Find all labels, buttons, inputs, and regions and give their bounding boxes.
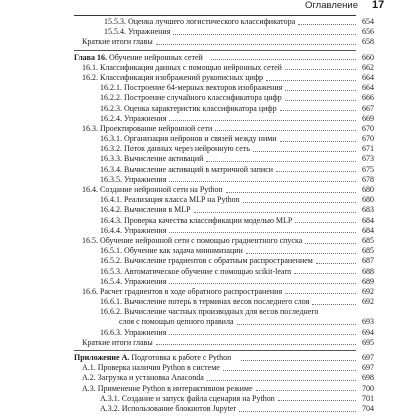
toc-entry-label: 16.3.4. Вычисление активаций в матричной записи — [100, 164, 273, 174]
toc-entry-label: Краткие итоги главы — [82, 337, 153, 347]
toc-page-number: 670 — [362, 123, 374, 133]
toc-entry[interactable] — [0, 185, 420, 195]
toc-page-number: 692 — [362, 286, 374, 296]
toc-page-number: 688 — [362, 266, 374, 276]
toc-entry[interactable] — [0, 216, 420, 226]
toc-entry[interactable] — [0, 277, 420, 287]
toc-entry-label: 15.5.4. Упражнения — [104, 27, 171, 37]
toc-entry-label — [74, 53, 204, 63]
dot-leader — [266, 80, 356, 81]
toc-entry[interactable] — [0, 338, 420, 348]
toc-page-number: 695 — [362, 337, 374, 347]
toc-entry[interactable] — [0, 175, 420, 185]
running-header — [0, 0, 420, 14]
toc-entry-label — [74, 353, 232, 363]
separator-rule — [74, 350, 356, 351]
toc-entry[interactable] — [0, 195, 420, 205]
toc-entry[interactable] — [0, 226, 420, 236]
separator-rule — [74, 50, 356, 51]
toc-entry[interactable] — [0, 63, 420, 73]
dot-leader — [246, 253, 356, 254]
dot-leader — [280, 110, 356, 111]
toc-entry[interactable] — [0, 27, 420, 37]
toc-page-number: 667 — [362, 103, 374, 113]
toc-entry[interactable] — [0, 373, 420, 383]
toc-page-number: 673 — [362, 154, 374, 164]
toc-page-number: 685 — [362, 235, 374, 245]
toc-page-number: 671 — [362, 144, 374, 154]
dot-leader — [194, 212, 356, 213]
toc-entry-label: 16.4.3. Проверка качества классификации моделью MLP — [100, 215, 293, 225]
dot-leader — [285, 90, 356, 91]
toc-page-number: 660 — [362, 52, 374, 62]
dot-leader — [294, 273, 356, 274]
dot-leader — [253, 151, 356, 152]
table-of-contents — [0, 17, 420, 414]
toc-entry[interactable] — [0, 297, 420, 307]
dot-leader — [285, 293, 356, 294]
toc-entry-label: 15.5.3. Оценка лучшего логистического классификатора — [104, 17, 296, 26]
dot-leader — [243, 202, 356, 203]
dot-leader — [169, 334, 356, 335]
dot-leader — [256, 390, 356, 391]
toc-entry-label: 16.6.1. Вычисление потерь в терминах весов последнего слоя — [100, 297, 310, 307]
toc-entry-label: 16.3. Проектирование нейронной сети — [82, 123, 213, 133]
toc-entry[interactable] — [0, 93, 420, 103]
dot-leader — [207, 380, 356, 381]
toc-entry-label: А.3.2. Использование блокнотов Jupyter — [100, 403, 237, 413]
toc-entry[interactable] — [0, 165, 420, 175]
toc-page-number: 669 — [362, 113, 374, 123]
toc-entry-label: 16.5.3. Автоматическое обучение с помощью scikit-learn — [100, 266, 292, 276]
toc-page-number: 687 — [362, 256, 374, 266]
dot-leader — [237, 324, 356, 325]
toc-entry[interactable] — [0, 307, 420, 317]
toc-entry[interactable] — [0, 104, 420, 114]
toc-entry-label: 16.4.4. Упражнения — [100, 225, 167, 235]
toc-entry[interactable] — [0, 328, 420, 338]
dot-leader — [173, 34, 356, 35]
toc-entry-label: 16.5. Обучение нейронной сети с помощью градиентного спуска — [82, 235, 303, 245]
running-header-title: Оглавление — [305, 0, 358, 11]
dot-leader — [169, 181, 356, 182]
toc-entry-label: А.3. Применение Python в интерактивном режиме — [82, 383, 253, 393]
toc-entry-label: 16.6.2. Вычисление частных производных для весов последнего — [100, 307, 319, 317]
toc-page-number: 658 — [362, 37, 374, 47]
toc-entry[interactable] — [0, 124, 420, 134]
toc-page-number: 700 — [362, 383, 374, 393]
toc-entry-label: 16.4.1. Реализация класса MLP на Python — [100, 195, 240, 205]
toc-entry-label: 16.4. Создание нейронной сети на Python — [82, 185, 223, 194]
toc-page-number: 662 — [362, 62, 374, 72]
toc-page-number: 685 — [362, 246, 374, 256]
toc-entry[interactable] — [0, 404, 420, 414]
toc-entry[interactable] — [0, 384, 420, 394]
toc-page-number: 680 — [362, 185, 374, 194]
dot-leader — [223, 370, 356, 371]
dot-leader — [276, 171, 356, 172]
chapter-number: Глава 16. — [74, 52, 109, 62]
toc-page-number: 692 — [362, 297, 374, 307]
toc-entry-label: 16.3.1. Организация нейронов и связей между ними — [100, 134, 277, 144]
toc-entry-label: 16.4.2. Вычисления в MLP — [100, 205, 191, 215]
dot-leader — [285, 69, 356, 70]
toc-entry-label: Краткие итоги главы — [82, 37, 153, 47]
toc-entry-label: 16.3.5. Упражнения — [100, 174, 167, 184]
dot-leader — [206, 161, 356, 162]
toc-page-number: 678 — [362, 174, 374, 184]
chapter-number: Приложение А. — [74, 353, 132, 362]
toc-page-number: 697 — [362, 363, 374, 373]
toc-entry-label: 16.5.2. Вычисление градиентов с обратным распространением — [100, 256, 313, 266]
dot-leader — [169, 120, 356, 121]
dot-leader — [278, 400, 356, 401]
toc-chapter-entry[interactable] — [0, 53, 420, 63]
toc-page-number: 697 — [362, 353, 374, 362]
toc-entry-label: 16.2.1. Построение 64-мерных векторов изображения — [100, 83, 283, 93]
toc-page-number: 701 — [362, 393, 374, 403]
toc-entry[interactable] — [0, 363, 420, 373]
dot-leader — [169, 283, 356, 284]
dot-leader — [215, 130, 356, 131]
toc-entry-continuation[interactable] — [0, 317, 420, 327]
toc-entry-label: 16.5.4. Упражнения — [100, 276, 167, 286]
dot-leader — [298, 24, 356, 25]
toc-entry-label: 16.2.2. Построение случайного классификатора цифр — [100, 93, 282, 103]
dot-leader — [305, 243, 356, 244]
toc-page-number: 684 — [362, 215, 374, 225]
dot-leader — [285, 100, 356, 101]
toc-entry[interactable] — [0, 154, 420, 164]
header-rule — [74, 15, 356, 16]
toc-entry-label: 16.1. Классификация данных с помощью нейронных сетей — [82, 62, 282, 72]
toc-page-number: 694 — [362, 327, 374, 337]
toc-page-number: 684 — [362, 225, 374, 235]
toc-entry[interactable] — [0, 134, 420, 144]
toc-entry-label: 16.2. Классификация изображений рукописных цифр — [82, 72, 264, 82]
dot-leader — [241, 360, 357, 361]
toc-page-number: 664 — [362, 83, 374, 93]
toc-entry[interactable] — [0, 236, 420, 246]
toc-page-number: 680 — [362, 195, 374, 205]
dot-leader — [226, 192, 356, 193]
toc-entry[interactable] — [0, 205, 420, 215]
dot-leader — [169, 232, 356, 233]
chapter-title: Подготовка к работе с Python — [131, 353, 232, 362]
toc-entry-label: 16.2.3. Оценка характеристик классификатора цифр — [100, 103, 277, 113]
toc-entry[interactable] — [0, 394, 420, 404]
toc-entry[interactable] — [0, 37, 420, 47]
toc-entry[interactable] — [0, 17, 420, 27]
dot-leader — [239, 411, 356, 412]
toc-page-number: 656 — [362, 27, 374, 37]
toc-entry[interactable] — [0, 114, 420, 124]
dot-leader — [211, 59, 356, 60]
toc-entry-label: 16.3.3. Вычисление активаций — [100, 154, 204, 164]
toc-entry-label: 16.6.3. Упражнения — [100, 327, 167, 337]
dot-leader — [156, 344, 356, 345]
toc-entry[interactable] — [0, 144, 420, 154]
dot-leader — [156, 44, 356, 45]
toc-entry[interactable] — [0, 256, 420, 266]
toc-entry-label-continued: слоя с помощью цепного правила — [119, 317, 234, 327]
toc-entry[interactable] — [0, 83, 420, 93]
page-number: 17 — [372, 0, 385, 11]
toc-entry-label: А.1. Проверка наличия Python в системе — [82, 363, 220, 373]
toc-entry[interactable] — [0, 73, 420, 83]
toc-page-number: 654 — [362, 17, 374, 26]
toc-entry-label: 16.2.4. Упражнения — [100, 113, 167, 123]
toc-page-number: 693 — [362, 317, 374, 327]
toc-entry-label: 16.3.2. Поток данных через нейронную сеть — [100, 144, 250, 154]
toc-page-number: 670 — [362, 134, 374, 144]
toc-page-number: 698 — [362, 373, 374, 383]
chapter-title: Обучение нейронных сетей — [109, 52, 203, 62]
toc-chapter-entry[interactable] — [0, 353, 420, 363]
toc-entry-label: 16.6. Расчет градиентов в ходе обратного распространения — [82, 286, 283, 296]
toc-page-number: 704 — [362, 403, 374, 413]
toc-page-number: 664 — [362, 72, 374, 82]
toc-entry-label: А.3.1. Создание и запуск файла сценария на Python — [100, 393, 275, 403]
toc-entry[interactable] — [0, 246, 420, 256]
toc-entry[interactable] — [0, 287, 420, 297]
toc-entry[interactable] — [0, 267, 420, 277]
toc-page-number: 675 — [362, 164, 374, 174]
toc-entry-label: 16.5.1. Обучение как задача минимизации — [100, 246, 243, 256]
toc-page-number: 689 — [362, 276, 374, 286]
dot-leader — [295, 222, 356, 223]
dot-leader — [280, 141, 356, 142]
toc-page-number: 666 — [362, 93, 374, 103]
toc-entry-label: А.2. Загрузка и установка Anaconda — [82, 373, 204, 383]
toc-page-number: 683 — [362, 205, 374, 215]
